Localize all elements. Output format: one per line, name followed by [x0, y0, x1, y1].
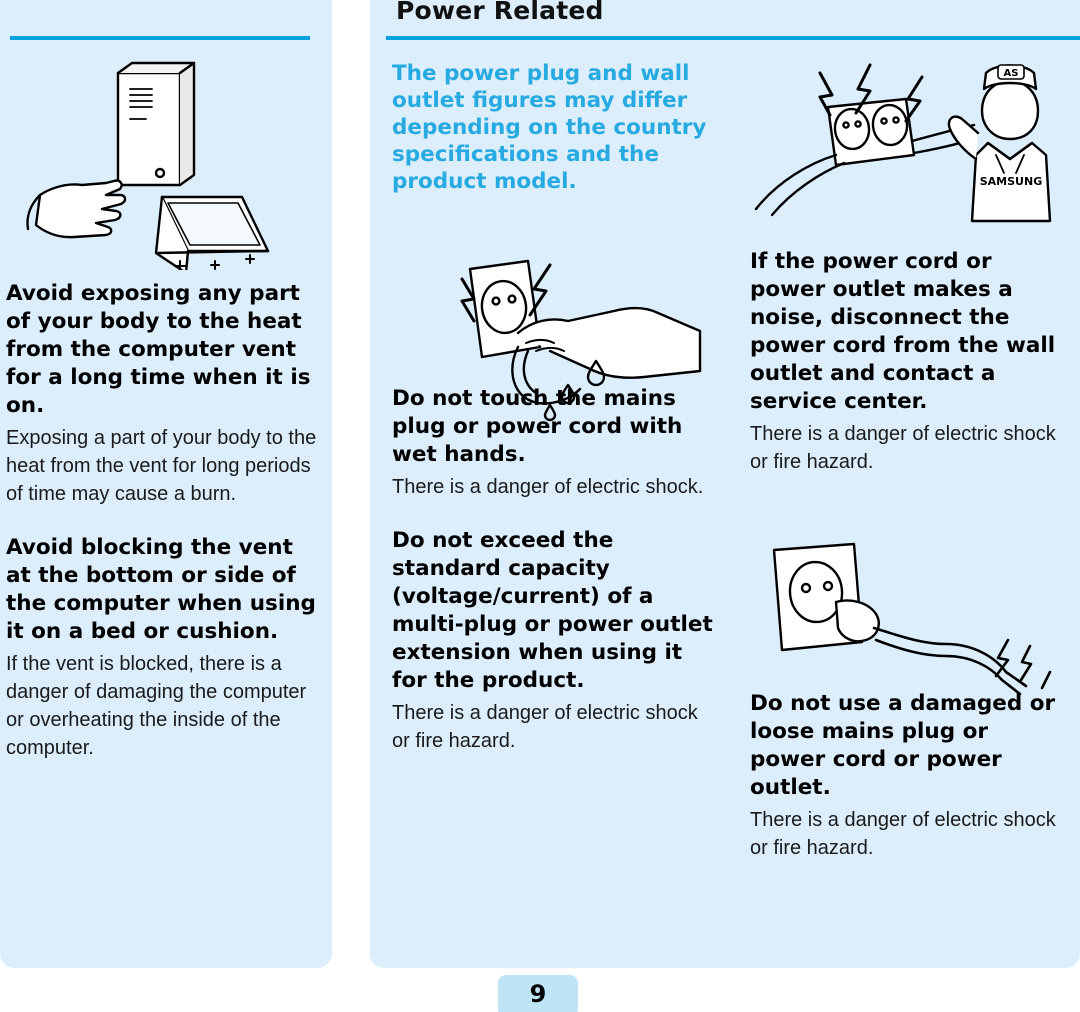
right-body-2: There is a danger of electric shock or fire hazard. — [750, 809, 1056, 859]
left-text-column — [6, 280, 322, 788]
left-heading-1: Avoid exposing any part of your body to the heat from the computer vent for a long time when it is on. — [6, 281, 311, 418]
power-plug-note: The power plug and wall outlet figures may differ depending on the country specifications and the product model. — [392, 61, 707, 194]
right-text-column — [750, 248, 1068, 888]
right-divider-rule — [386, 36, 1080, 40]
sparking-multi-plug-with-service-technician-illustration — [750, 55, 1070, 235]
hand-touching-hot-computer-vent-illustration — [10, 55, 310, 270]
middle-body-2: There is a danger of electric shock or fire hazard. — [392, 702, 698, 752]
page-number: 9 — [529, 980, 547, 1008]
middle-text-column — [392, 60, 714, 781]
technician-uniform-label: SAMSUNG — [979, 175, 1043, 188]
middle-body-1: There is a danger of electric shock. — [392, 476, 704, 498]
middle-heading-1: Do not touch the mains plug or power cord with wet hands. — [392, 386, 683, 467]
left-divider-rule — [10, 36, 310, 40]
left-body-1: Exposing a part of your body to the heat from the vent for long periods of time may cause a burn. — [6, 427, 317, 505]
left-heading-2: Avoid blocking the vent at the bottom or side of the computer when using it on a bed or cushion. — [6, 535, 316, 644]
right-heading-1: If the power cord or power outlet makes a noise, disconnect the power cord from the wall outlet and contact a service center. — [750, 249, 1056, 414]
technician-badge-label: AS — [1003, 68, 1019, 79]
left-body-2: If the vent is blocked, there is a danger of damaging the computer or overheating the inside of the computer. — [6, 653, 307, 759]
right-body-1: There is a danger of electric shock or fire hazard. — [750, 423, 1056, 473]
middle-heading-2: Do not exceed the standard capacity (voltage/current) of a multi-plug or power outlet extension when using it for the product. — [392, 528, 713, 693]
section-title: Power Related — [396, 0, 604, 25]
right-heading-2: Do not use a damaged or loose mains plug or power cord or power outlet. — [750, 691, 1056, 800]
